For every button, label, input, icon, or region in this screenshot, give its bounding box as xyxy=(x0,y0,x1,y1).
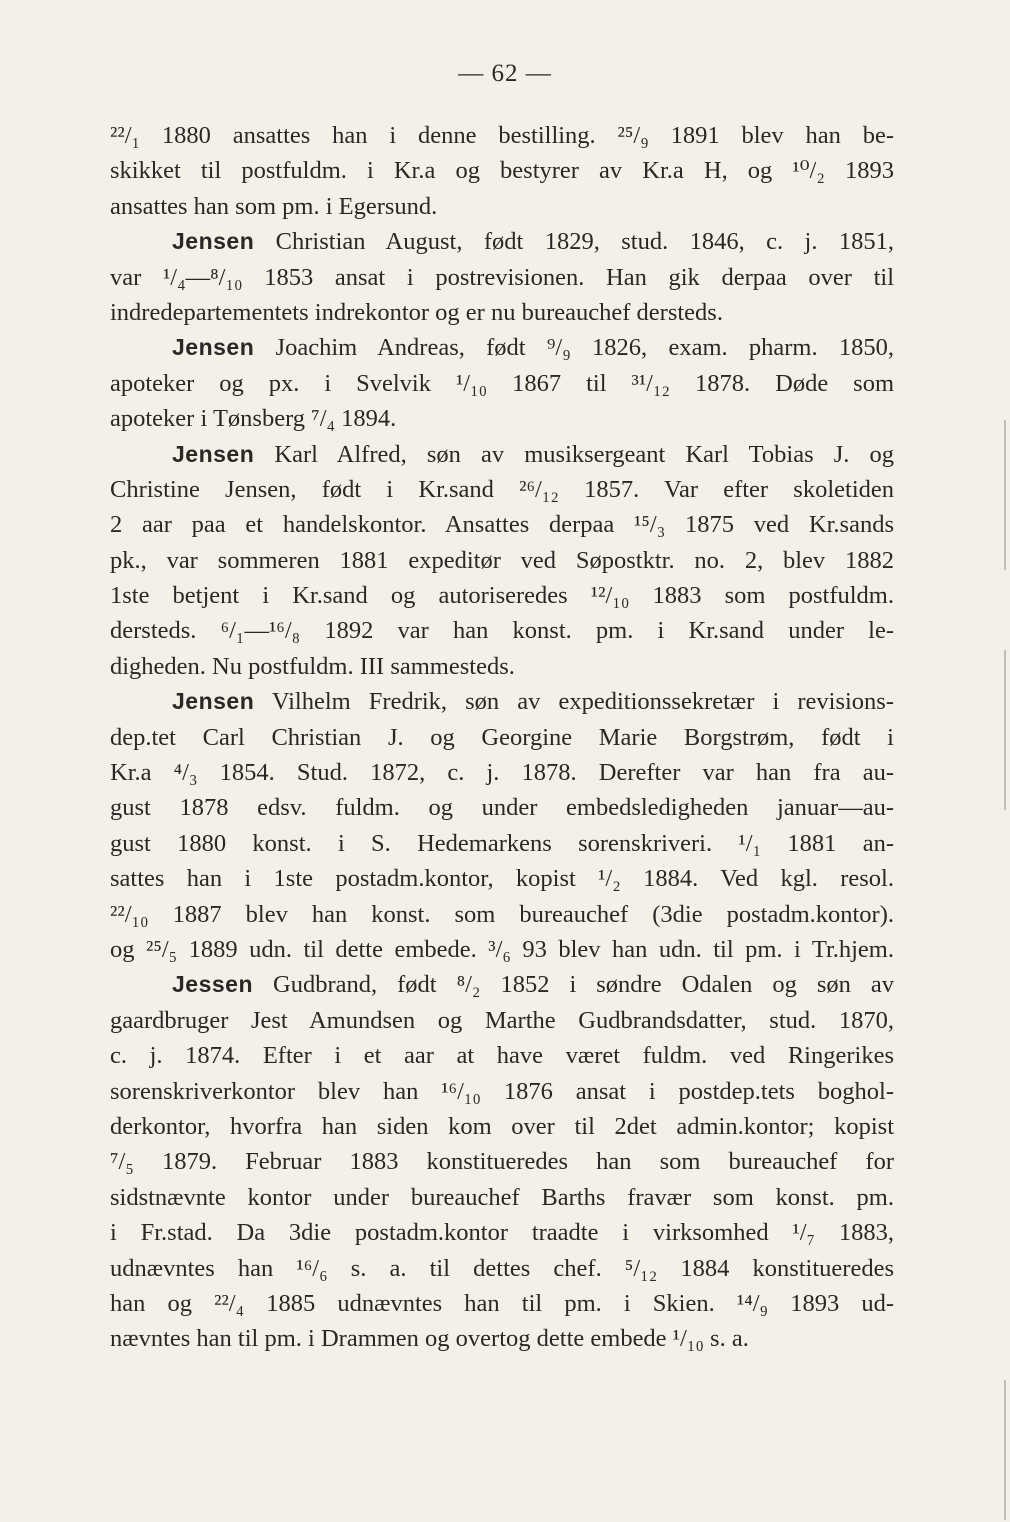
line-text: ansattes han som pm. i Egersund. xyxy=(110,192,438,220)
line-text: apoteker i Tønsberg ⁷/₄ 1894. xyxy=(110,405,397,433)
line-text: gust 1878 edsv. fuldm. og under embedsledigheden januar—au- xyxy=(110,794,894,822)
line-text: sorenskriverkontor blev han ¹⁶/₁₀ 1876 ansat i postdep.tets boghol- xyxy=(110,1077,894,1105)
text-line xyxy=(110,684,894,719)
text-line xyxy=(110,224,894,259)
text-line xyxy=(110,1144,894,1179)
line-text: digheden. Nu postfuldm. III sammesteds. xyxy=(110,652,515,680)
line-text: Kr.a ⁴/₃ 1854. Stud. 1872, c. j. 1878. Derefter var han fra au- xyxy=(110,759,894,787)
text-line xyxy=(110,578,894,613)
text-line xyxy=(110,1074,894,1109)
line-text: apoteker og px. i Svelvik ¹/₁₀ 1867 til ³¹/₁₂ 1878. Døde som xyxy=(110,369,894,397)
line-text: Gudbrand, født ⁸/₂ 1852 i søndre Odalen og søn av xyxy=(273,971,894,999)
line-text: Christine Jensen, født i Kr.sand ²⁶/₁₂ 1857. Var efter skoletiden xyxy=(110,475,894,503)
line-text: udnævntes han ¹⁶/₆ s. a. til dettes chef. ⁵/₁₂ 1884 konstitueredes xyxy=(110,1254,894,1282)
text-line xyxy=(110,401,894,436)
line-text: c. j. 1874. Efter i et aar at have været fuldm. ved Ringerikes xyxy=(110,1042,894,1070)
line-text: indredepartementets indrekontor og er nu bureauchef dersteds. xyxy=(110,298,723,326)
page-number: — 62 — xyxy=(458,60,552,87)
text-line xyxy=(110,755,894,790)
text-line xyxy=(110,366,894,401)
text-line xyxy=(110,472,894,507)
text-line xyxy=(110,720,894,755)
line-text: skikket til postfuldm. i Kr.a og bestyrer av Kr.a H, og ¹⁰/₂ 1893 xyxy=(110,157,894,185)
text-line xyxy=(110,153,894,188)
scan-edge-mark xyxy=(1004,1380,1006,1520)
line-text: nævntes han til pm. i Drammen og overtog dette embede ¹/₁₀ s. a. xyxy=(110,1325,749,1353)
line-text: derkontor, hvorfra han siden kom over til 2det admin.kontor; kopist xyxy=(110,1112,894,1140)
line-text: Vilhelm Fredrik, søn av expeditionssekretær i revisions- xyxy=(271,688,894,716)
text-line xyxy=(110,790,894,825)
text-line xyxy=(110,1003,894,1038)
line-text: sidstnævnte kontor under bureauchef Barths fravær som konst. pm. xyxy=(110,1183,894,1211)
text-line xyxy=(110,826,894,861)
line-text: dersteds. ⁶/₁—¹⁶/₈ 1892 var han konst. pm. i Kr.sand under le- xyxy=(110,617,894,645)
text-line xyxy=(110,897,894,932)
text-line xyxy=(110,189,894,224)
line-text: gust 1880 konst. i S. Hedemarkens sorenskriveri. ¹/₁ 1881 an- xyxy=(110,829,894,857)
text-line xyxy=(110,118,894,153)
text-line xyxy=(110,543,894,578)
line-text: i Fr.stad. Da 3die postadm.kontor traadte i virksomhed ¹/₇ 1883, xyxy=(110,1219,894,1247)
entry-surname: Jensen xyxy=(172,228,255,255)
entry-surname: Jessen xyxy=(172,971,254,998)
text-line xyxy=(110,330,894,365)
line-text: han og ²²/₄ 1885 udnævntes han til pm. i Skien. ¹⁴/₉ 1893 ud- xyxy=(110,1289,894,1317)
text-line xyxy=(110,861,894,896)
line-text: sattes han i 1ste postadm.kontor, kopist ¹/₂ 1884. Ved kgl. resol. xyxy=(110,865,894,893)
entry-surname: Jensen xyxy=(172,440,255,467)
line-text: ²²/₁₀ 1887 blev han konst. som bureauchef (3die postadm.kontor). xyxy=(110,900,894,928)
line-text: 2 aar paa et handelskontor. Ansattes derpaa ¹⁵/₃ 1875 ved Kr.sands xyxy=(110,511,894,539)
line-text: gaardbruger Jest Amundsen og Marthe Gudbrandsdatter, stud. 1870, xyxy=(110,1006,894,1034)
line-text: ⁷/₅ 1879. Februar 1883 konstitueredes han som bureauchef for xyxy=(110,1148,894,1176)
text-line xyxy=(110,507,894,542)
line-text: og ²⁵/₅ 1889 udn. til dette embede. ³/₆ 93 blev han udn. til pm. i Tr.hjem. xyxy=(110,935,894,963)
line-text: var ¹/₄—⁸/₁₀ 1853 ansat i postrevisionen. Han gik derpaa over til xyxy=(110,263,894,291)
text-line xyxy=(110,613,894,648)
text-line xyxy=(110,1109,894,1144)
text-line xyxy=(110,967,894,1002)
body-text xyxy=(110,118,894,1357)
text-line xyxy=(110,260,894,295)
text-line xyxy=(110,1038,894,1073)
line-text: ²²/₁ 1880 ansattes han i denne bestilling. ²⁵/₉ 1891 blev han be- xyxy=(110,122,894,149)
text-line xyxy=(110,295,894,330)
text-line xyxy=(110,1286,894,1321)
text-line xyxy=(110,1321,894,1356)
entry-surname: Jensen xyxy=(172,334,255,361)
text-line xyxy=(110,1215,894,1250)
text-line xyxy=(110,649,894,684)
text-line xyxy=(110,1180,894,1215)
line-text: Karl Alfred, søn av musiksergeant Karl Tobias J. og xyxy=(274,440,894,468)
line-text: 1ste betjent i Kr.sand og autoriseredes ¹²/₁₀ 1883 som postfuldm. xyxy=(110,582,894,610)
line-text: dep.tet Carl Christian J. og Georgine Marie Borgstrøm, født i xyxy=(110,723,894,751)
text-line xyxy=(110,437,894,472)
text-line xyxy=(110,1251,894,1286)
text-line xyxy=(110,932,894,967)
scan-edge-mark xyxy=(1004,650,1006,810)
scan-edge-mark xyxy=(1004,420,1006,570)
line-text: Joachim Andreas, født ⁹/₉ 1826, exam. pharm. 1850, xyxy=(275,334,895,362)
line-text: Christian August, født 1829, stud. 1846, c. j. 1851, xyxy=(275,228,895,256)
entry-surname: Jensen xyxy=(172,688,255,715)
line-text: pk., var sommeren 1881 expeditør ved Søpostktr. no. 2, blev 1882 xyxy=(110,546,894,574)
